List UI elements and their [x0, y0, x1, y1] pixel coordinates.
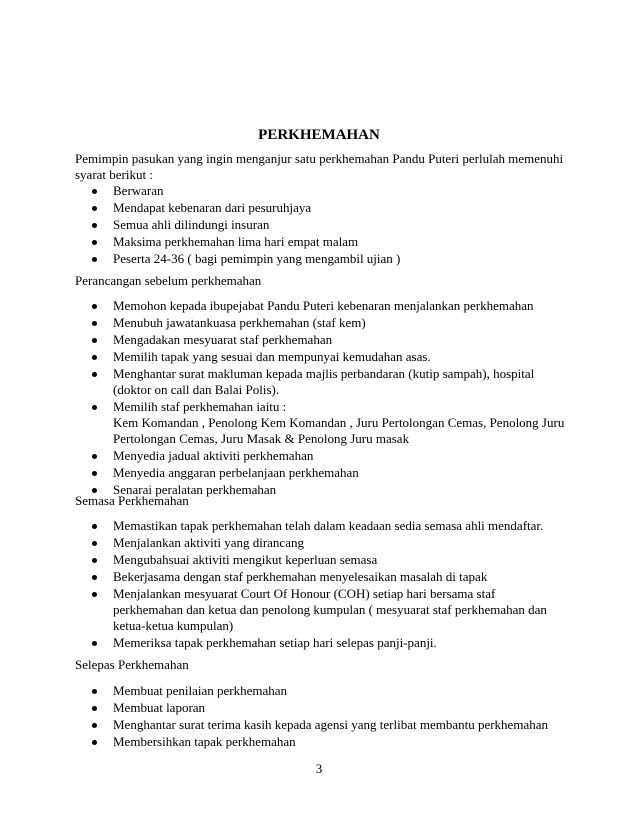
list-item: Menyedia jadual aktiviti perkhemahan — [75, 448, 565, 464]
bullet-icon — [92, 592, 97, 597]
bullet-icon — [92, 471, 97, 476]
list-item: Senarai peralatan perkhemahan — [75, 482, 565, 498]
bullet-icon — [92, 405, 97, 410]
bullet-icon — [92, 257, 97, 262]
bullet-icon — [92, 689, 97, 694]
list-item: Memilih staf perkhemahan iaitu : Kem Komandan , Penolong Kem Komandan , Juru Pertolongan Cemas, Penolong Juru Pertolongan Cemas, Juru Masak & Penolong Juru masak — [75, 399, 565, 447]
bullet-icon — [92, 558, 97, 563]
section-list-semasa — [75, 518, 565, 652]
list-item: Menghantar surat makluman kepada majlis perbandaran (kutip sampah), hospital (doktor on call dan Balai Polis). — [75, 366, 565, 398]
list-item: Membersihkan tapak perkhemahan — [75, 734, 565, 750]
bullet-icon — [92, 641, 97, 646]
page-title: PERKHEMAHAN — [258, 127, 380, 143]
intro-block — [75, 151, 565, 268]
bullet-icon — [92, 372, 97, 377]
bullet-icon — [92, 189, 97, 194]
intro-paragraph: Pemimpin pasukan yang ingin menganjur satu perkhemahan Pandu Puteri perlulah memenuhi syarat berikut : — [75, 151, 564, 182]
list-item: Memohon kepada ibupejabat Pandu Puteri kebenaran menjalankan perkhemahan — [75, 298, 565, 314]
list-item: Memastikan tapak perkhemahan telah dalam keadaan sedia semasa ahli mendaftar. — [75, 518, 565, 534]
list-item: Memilih tapak yang sesuai dan mempunyai kemudahan asas. — [75, 349, 565, 365]
section-heading-perancangan: Perancangan sebelum perkhemahan — [75, 273, 262, 288]
page-number: 3 — [315, 761, 323, 776]
bullet-icon — [92, 454, 97, 459]
list-item: Berwaran — [75, 183, 565, 199]
requirements-list — [75, 183, 565, 267]
list-item: Menubuh jawatankuasa perkhemahan (staf kem) — [75, 315, 565, 331]
list-item: Peserta 24-36 ( bagi pemimpin yang mengambil ujian ) — [75, 251, 565, 267]
bullet-icon — [92, 541, 97, 546]
list-item: Membuat laporan — [75, 700, 565, 716]
list-item: Maksima perkhemahan lima hari empat malam — [75, 234, 565, 250]
list-item: Menjalankan mesyuarat Court Of Honour (COH) setiap hari bersama staf perkhemahan dan ketua dan penolong kumpulan ( mesyuarat staf perkhemahan dan ketua-ketua kumpulan) — [75, 586, 565, 634]
bullet-icon — [92, 338, 97, 343]
list-item: Menghantar surat terima kasih kepada agensi yang terlibat membantu perkhemahan — [75, 717, 565, 733]
bullet-icon — [92, 206, 97, 211]
list-item: Membuat penilaian perkhemahan — [75, 683, 565, 699]
list-item: Memeriksa tapak perkhemahan setiap hari selepas panji-panji. — [75, 635, 565, 651]
bullet-icon — [92, 355, 97, 360]
bullet-icon — [92, 740, 97, 745]
bullet-icon — [92, 524, 97, 529]
list-item: Semua ahli dilindungi insuran — [75, 217, 565, 233]
bullet-icon — [92, 304, 97, 309]
list-item: Menjalankan aktiviti yang dirancang — [75, 535, 565, 551]
bullet-icon — [92, 706, 97, 711]
bullet-icon — [92, 575, 97, 580]
list-item: Mengubahsuai aktiviti mengikut keperluan semasa — [75, 552, 565, 568]
section-list-perancangan — [75, 298, 565, 499]
section-heading-selepas: Selepas Perkhemahan — [75, 657, 189, 672]
list-item: Bekerjasama dengan staf perkhemahan menyelesaikan masalah di tapak — [75, 569, 565, 585]
section-list-selepas — [75, 683, 565, 751]
bullet-icon — [92, 240, 97, 245]
list-item: Mendapat kebenaran dari pesuruhjaya — [75, 200, 565, 216]
list-item-detail: Kem Komandan , Penolong Kem Komandan , Juru Pertolongan Cemas, Penolong Juru Pertolongan Cemas, Juru Masak & Penolong Juru masak — [113, 415, 565, 446]
bullet-icon — [92, 321, 97, 326]
bullet-icon — [92, 223, 97, 228]
section-heading-semasa: Semasa Perkhemahan — [75, 493, 189, 508]
bullet-icon — [92, 723, 97, 728]
list-item: Mengadakan mesyuarat staf perkhemahan — [75, 332, 565, 348]
list-item: Menyedia anggaran perbelanjaan perkhemahan — [75, 465, 565, 481]
